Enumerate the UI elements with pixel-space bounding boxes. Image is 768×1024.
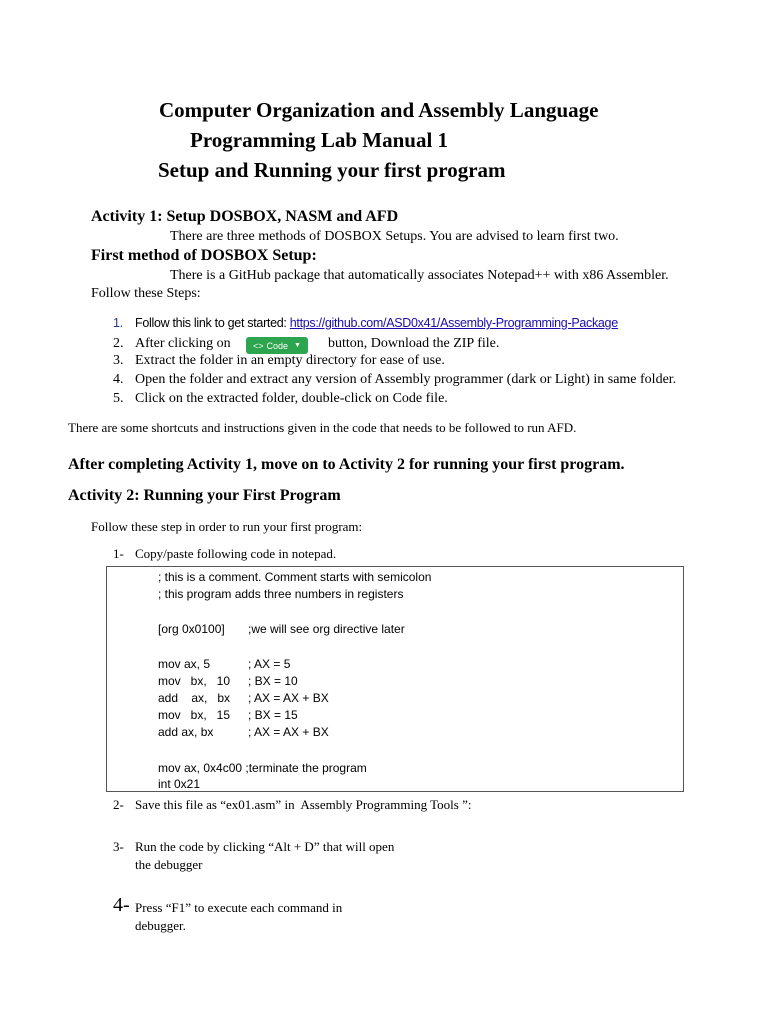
step-number: 1. [113, 316, 123, 330]
title-line-1: Computer Organization and Assembly Language [159, 98, 599, 122]
activity2-step-3-line-1: Run the code by clicking “Alt + D” that will open [135, 839, 395, 854]
code-int: int 0x21 [158, 777, 201, 791]
code-button[interactable] [246, 337, 308, 354]
activity2-step-1-text: Copy/paste following code in notepad. [135, 546, 337, 561]
code-terminate: mov ax, 0x4c00 ;terminate the program [158, 761, 367, 775]
github-link[interactable]: https://github.com/ASD0x41/Assembly-Programming-Package [289, 316, 618, 330]
afd-note: There are some shortcuts and instructions given in the code that needs to be followed to run AFD. [68, 420, 577, 435]
code-instr: add ax, bx [158, 691, 231, 705]
step-number: 3. [113, 353, 124, 368]
follow-steps: Follow these Steps: [91, 286, 201, 301]
step-number: 2. [113, 336, 124, 351]
method-text: There is a GitHub package that automatically associates Notepad++ with x86 Assembler. [170, 268, 669, 283]
code-instr: mov bx, 10 [158, 674, 231, 688]
code-block [106, 566, 684, 792]
code-button-label: Code [266, 340, 289, 351]
code-instr: mov bx, 15 [158, 708, 231, 722]
activity2-step-3-line-2: the debugger [135, 857, 203, 872]
activity2-step-4-line-2: debugger. [135, 918, 186, 933]
step-4-text: Open the folder and extract any version of Assembly programmer (dark or Light) in same folder. [135, 372, 677, 387]
title-line-2: Programming Lab Manual 1 [190, 128, 449, 152]
step-number: 5. [113, 391, 124, 406]
step-5-text: Click on the extracted folder, double-click on Code file. [135, 391, 448, 406]
activity2-step-2-text: Save this file as “ex01.asm” in Assembly Programming Tools ”: [135, 797, 472, 812]
code-comment-2: ; this program adds three numbers in registers [158, 587, 404, 601]
method-heading: First method of DOSBOX Setup: [91, 247, 317, 264]
code-comment-1: ; this is a comment. Comment starts with semicolon [158, 570, 432, 584]
step-number: 2- [113, 797, 124, 812]
code-instr: add ax, bx [158, 725, 214, 739]
step-3-text: Extract the folder in an empty directory for ease of use. [135, 353, 445, 368]
activity1-heading: Activity 1: Setup DOSBOX, NASM and AFD [91, 208, 399, 225]
code-comment: ; BX = 15 [248, 708, 298, 722]
activity2-step-4-line-1: Press “F1” to execute each command in [135, 900, 343, 915]
code-comment: ; AX = AX + BX [248, 691, 329, 705]
step-number: 1- [113, 546, 124, 561]
activity1-intro: There are three methods of DOSBOX Setups. You are advised to learn first two. [170, 229, 619, 244]
step-number: 3- [113, 839, 124, 854]
step-2-text-before: After clicking on [135, 336, 231, 351]
code-comment: ; AX = AX + BX [248, 725, 329, 739]
step-2-text-after: button, Download the ZIP file. [328, 336, 500, 351]
step-1-text: Follow this link to get started: [135, 316, 290, 330]
step-1-line [135, 316, 618, 330]
code-org-instr: [org 0x0100] [158, 622, 225, 636]
code-brackets-icon: <> [253, 340, 264, 351]
activity2-intro: Follow these step in order to run your first program: [91, 519, 363, 534]
code-comment: ; BX = 10 [248, 674, 298, 688]
code-comment: ; AX = 5 [248, 657, 291, 671]
title-line-3: Setup and Running your first program [158, 158, 506, 182]
code-org-comment: ;we will see org directive later [248, 622, 405, 636]
transition-heading: After completing Activity 1, move on to Activity 2 for running your first program. [68, 456, 625, 473]
chevron-down-icon: ▼ [294, 342, 301, 349]
code-instr: mov ax, 5 [158, 657, 211, 671]
step-number: 4. [113, 372, 124, 387]
step-number: 4- [113, 894, 130, 916]
activity2-heading: Activity 2: Running your First Program [68, 487, 341, 504]
